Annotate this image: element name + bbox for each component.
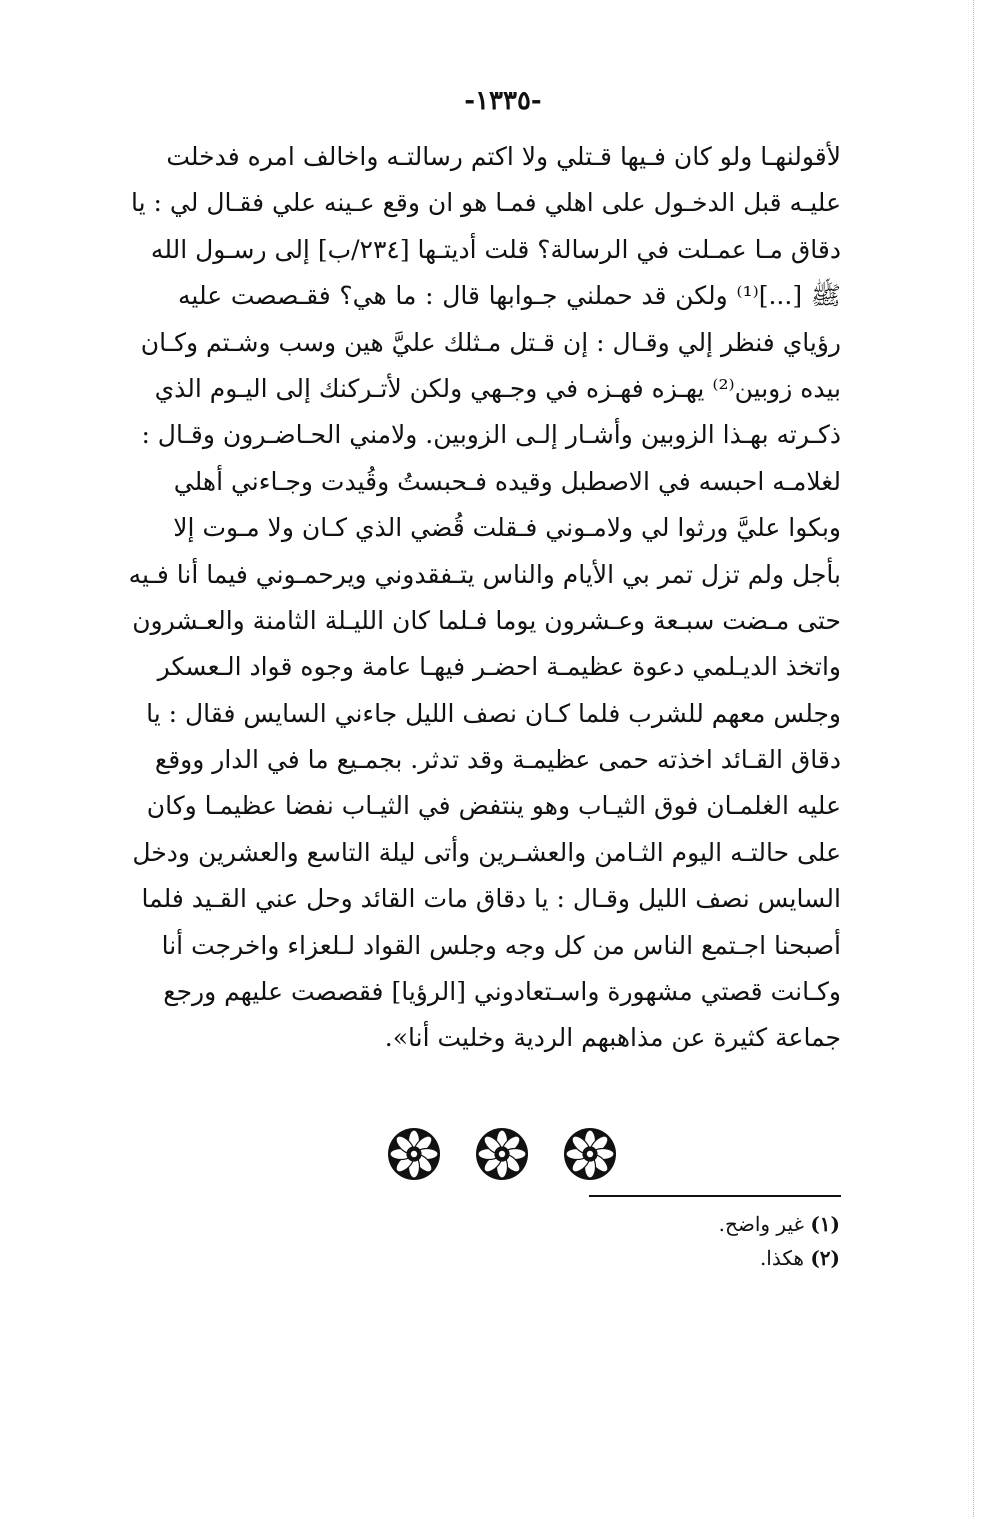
text-line-9: وبكوا عليَّ ورثوا لي ولامـوني فـقلت قُضي الذي كـان ولا مـوت إلا — [173, 513, 841, 543]
text-line-7: ذكـرته بهـذا الزوبين وأشـار إلـى الزوبين. ولامني الحـاضـرون وقـال : — [141, 420, 841, 450]
text-line-12: واتخذ الديـلمي دعوة عظيمـة احضـر فيهـا عامة وجوه قواد الـعسكر — [157, 652, 841, 682]
flower-ornament-icon — [562, 1126, 618, 1182]
footnotes-section — [500, 1207, 840, 1275]
text-line-17: السايس نصف الليل وقـال : يا دقاق مات القائد وحل عني القـيد فلما — [141, 884, 841, 914]
footnote-number: (٢) — [810, 1246, 840, 1270]
flower-ornament-icon — [474, 1126, 530, 1182]
text-line-2: عليـه قبل الدخـول على اهلي فمـا هو ان وقع عـينه علي فقـال لي : يا — [131, 188, 841, 218]
text-line-18: أصبحنا اجـتمع الناس من كل وجه وجلس القواد لـلعزاء واخرجت أنا — [161, 930, 841, 960]
text-line-6: بيده زوبين⁽²⁾ يهـزه فهـزه في وجـهي ولكن لأتـركنك إلى اليـوم الذي — [154, 373, 841, 403]
text-line-8: لغلامـه احبسه في الاصطبل وقيده فـحبستُ وقُيدت وجـاءني أهلي — [173, 466, 841, 496]
footnote-2 — [500, 1241, 840, 1275]
text-line-3: دقاق مـا عمـلت في الرسالة؟ قلت أديتـها [٢٣٤/ب] إلى رسـول الله — [150, 234, 841, 264]
footnote-number: (١) — [810, 1212, 840, 1236]
text-line-14: دقاق القـائد اخذته حمى عظيمـة وقد تدثر. بجمـيع ما في الدار ووقع — [154, 745, 841, 775]
main-text-body — [128, 134, 841, 1062]
footnote-1 — [500, 1207, 840, 1241]
footnote-separator-rule — [589, 1195, 841, 1197]
text-line-1: لأقولنهـا ولو كان فـيها قـتلي ولا اكتم رسالتـه واخالف امره فدخلت — [166, 142, 841, 171]
text-line-11: حتى مـضت سبـعة وعـشرون يوما فـلما كان الليـلة الثامنة والعـشرون — [132, 605, 841, 635]
text-line-16: على حالتـه اليوم الثـامن والعشـرين وأتى ليلة التاسع والعشرين ودخل — [132, 837, 841, 867]
text-line-20: جماعة كثيرة عن مذاهبهم الردية وخليت أنا». — [384, 1023, 841, 1053]
text-line-4: ﷺ [...]⁽¹⁾ ولكن قد حملني جـوابها قال : ما هي؟ فقـصصت عليه — [178, 281, 841, 311]
page-number: -١٣٣٥- — [464, 86, 542, 116]
flower-ornament-icon — [386, 1126, 442, 1182]
footnote-text: هكذا. — [759, 1246, 804, 1270]
section-divider-ornaments — [386, 1126, 618, 1182]
footnote-text: غير واضح. — [718, 1212, 804, 1236]
page-edge-dotted-border — [973, 0, 974, 1517]
text-line-13: وجلس معهم للشرب فلما كـان نصف الليل جاءني السايس فقال : يا — [146, 698, 841, 728]
text-line-5: رؤياي فنظر إلي وقـال : إن قـتل مـثلك عليَّ هين وسب وشـتم وكـان — [140, 327, 841, 357]
text-line-19: وكـانت قصتي مشهورة واسـتعادوني [الرؤيا] فقصصت عليهم ورجع — [163, 977, 841, 1007]
text-line-10: بأجل ولم تزل تمر بي الأيام والناس يتـفقدوني ويرحمـوني فيما أنا فـيه — [128, 559, 841, 589]
text-line-15: عليه الغلمـان فوق الثيـاب وهو ينتفض في الثيـاب نفضا عظيمـا وكان — [146, 791, 841, 821]
